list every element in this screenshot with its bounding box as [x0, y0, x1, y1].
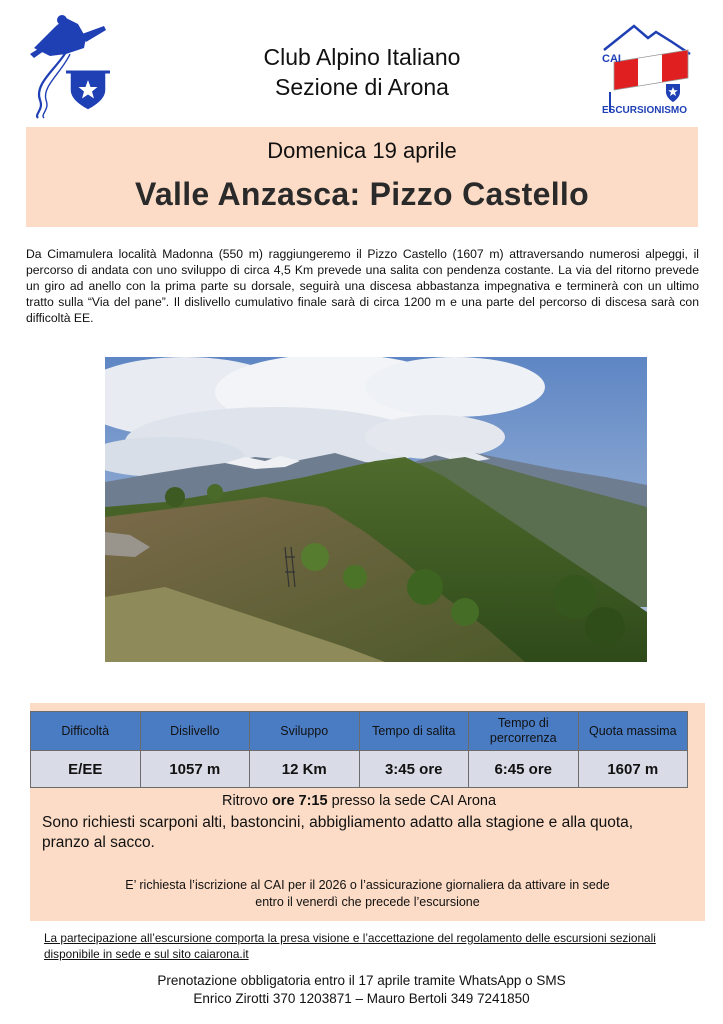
header-length: Sviluppo: [250, 712, 360, 751]
meeting-prefix: Ritrovo: [221, 793, 272, 809]
value-total-time: 6:45 ore: [469, 751, 579, 788]
event-title: Valle Anzasca: Pizzo Castello: [135, 176, 589, 212]
insurance-line-2: entro il venerdì che precede l’escursione: [255, 895, 480, 909]
header-elevation-gain: Dislivello: [140, 712, 250, 751]
header-ascent-time: Tempo di salita: [359, 712, 469, 751]
meeting-suffix: presso la sede CAI Arona: [327, 793, 497, 809]
value-length: 12 Km: [250, 751, 360, 788]
value-difficulty: E/EE: [31, 751, 141, 788]
trip-info-table: [30, 711, 688, 788]
climber-logo-icon: [26, 14, 110, 120]
table-row: [31, 751, 688, 788]
club-name: Club Alpino Italiano: [263, 44, 461, 70]
club-title: [150, 42, 574, 102]
section-name: Sezione di Arona: [275, 74, 449, 100]
route-description: Da Cimamulera località Madonna (550 m) raggiungeremo il Pizzo Castello (1607 m) attraversando numerosi alpeggi, il percorso di andata con uno sviluppo di circa 4,5 Km prevede una salita con pendenza costante. La via del ritorno prevede un giro ad anello con la prima parte su dorsale, seguirà una discesa abbastanza impegnativa e terminerà con un ultimo tratto sulla “Via del pane”. Il dislivello cumulativo finale sarà di circa 1200 m e una parte del percorso di discesa sarà con difficoltà EE.: [26, 247, 699, 325]
escursionismo-text: ESCURSIONISMO: [602, 105, 688, 116]
booking-line-1: Prenotazione obbligatoria entro il 17 aprile tramite WhatsApp o SMS: [157, 973, 566, 988]
booking-info: [30, 972, 693, 1008]
cai-logo-text: CAI: [602, 53, 621, 65]
value-max-altitude: 1607 m: [578, 751, 688, 788]
insurance-note: [30, 877, 705, 911]
cai-star-emblem-icon: [66, 72, 110, 110]
value-elevation-gain: 1057 m: [140, 751, 250, 788]
meeting-info: [30, 793, 688, 809]
header-difficulty: Difficoltà: [31, 712, 141, 751]
header-max-altitude: Quota massima: [578, 712, 688, 751]
cai-escursionismo-logo-icon: [600, 20, 692, 116]
meeting-time: ore 7:15: [271, 793, 328, 809]
table-header-row: [31, 712, 688, 751]
mountain-photo: [105, 357, 647, 662]
insurance-line-1: E’ richiesta l’iscrizione al CAI per il 2026 o l’assicurazione giornaliera da attivare in sede: [125, 878, 610, 892]
equipment-note: Sono richiesti scarponi alti, bastoncini, abbigliamento adatto alla stagione e alla quota, pranzo al sacco.: [42, 814, 634, 851]
event-date: Domenica 19 aprile: [267, 138, 457, 163]
value-ascent-time: 3:45 ore: [359, 751, 469, 788]
rules-notice: La partecipazione all’escursione comporta la presa visione e l’accettazione del regolamento delle escursioni sezionali disponibile in sede e sul sito caiarona.it: [44, 931, 656, 961]
booking-line-2: Enrico Zirotti 370 1203871 – Mauro Bertoli 349 7241850: [193, 991, 530, 1006]
header-total-time: Tempo di percorrenza: [469, 712, 579, 751]
